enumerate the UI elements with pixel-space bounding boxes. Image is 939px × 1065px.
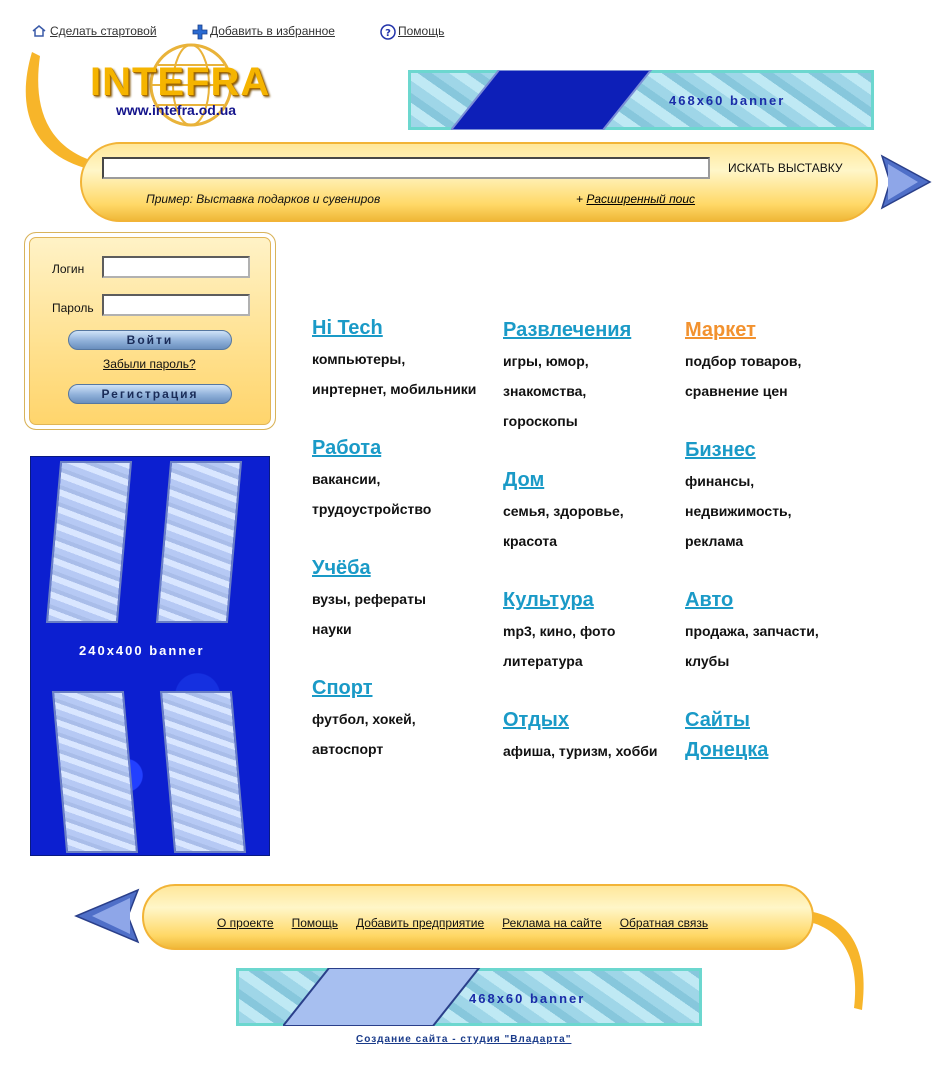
search-input[interactable] <box>102 157 710 179</box>
forgot-password-link[interactable]: Забыли пароль? <box>103 357 196 371</box>
category-avto <box>685 588 819 676</box>
banner-parallelogram <box>283 968 483 1026</box>
swoosh-bottom-decoration <box>800 880 880 1020</box>
credit-link[interactable]: Создание сайта - студия "Владарта" <box>356 1034 572 1045</box>
arrow-right-icon[interactable] <box>878 152 934 212</box>
category-title[interactable]: Маркет <box>685 319 756 341</box>
category-title[interactable]: Работа <box>312 437 382 459</box>
help-label: Помощь <box>398 24 445 38</box>
login-label: Логин <box>52 262 85 276</box>
footer-link-add-company[interactable]: Добавить предприятие <box>355 916 485 930</box>
category-text: автоспорт <box>312 741 384 757</box>
login-field[interactable] <box>102 256 250 278</box>
login-button[interactable]: Войти <box>68 330 232 350</box>
category-text: футбол, хокей, <box>312 711 416 727</box>
category-text: клубы <box>685 653 730 669</box>
make-home-link[interactable] <box>32 24 157 38</box>
category-text: семья, здоровье, <box>503 503 624 519</box>
category-text: подбор товаров, <box>685 353 802 369</box>
password-label: Пароль <box>52 301 94 315</box>
category-text: афиша, туризм, хобби <box>503 743 658 759</box>
category-text: финансы, <box>685 473 755 489</box>
category-title-line1[interactable]: Сайты <box>685 709 750 731</box>
category-text: гороскопы <box>503 413 578 429</box>
category-hi-tech <box>312 316 476 404</box>
category-text: сравнение цен <box>685 383 788 399</box>
password-field[interactable] <box>102 294 250 316</box>
top-banner-label: 468x60 banner <box>669 93 786 108</box>
category-title[interactable]: Культура <box>503 589 594 611</box>
category-saity-donetska <box>685 708 768 762</box>
logo-brand: INTEFRA <box>90 60 271 104</box>
category-kultura <box>503 588 615 676</box>
category-title[interactable]: Авто <box>685 589 734 611</box>
category-text: реклама <box>685 533 744 549</box>
category-text: вакансии, <box>312 471 381 487</box>
side-banner[interactable] <box>30 456 270 856</box>
category-text: mp3, кино, фото <box>503 623 616 639</box>
category-dom <box>503 468 624 556</box>
category-text: инртернет, мобильники <box>312 381 477 397</box>
banner-slab <box>156 461 242 623</box>
category-text: литература <box>503 653 583 669</box>
advanced-search <box>576 192 695 206</box>
bottom-banner-label: 468x60 banner <box>469 991 586 1006</box>
search-exhibition-button[interactable]: ИСКАТЬ ВЫСТАВКУ <box>728 161 843 175</box>
category-title[interactable]: Отдых <box>503 709 569 731</box>
category-title[interactable]: Развлечения <box>503 319 632 341</box>
category-razvlecheniya <box>503 318 631 436</box>
add-favorites-label: Добавить в избранное <box>210 24 335 38</box>
add-favorites-link[interactable] <box>192 24 335 38</box>
side-banner-label: 240x400 banner <box>79 643 205 658</box>
category-title[interactable]: Бизнес <box>685 439 756 461</box>
category-text: игры, юмор, <box>503 353 589 369</box>
category-market <box>685 318 801 406</box>
category-biznes <box>685 438 792 556</box>
category-ucheba <box>312 556 426 644</box>
register-button[interactable]: Регистрация <box>68 384 232 404</box>
category-text: трудоустройство <box>312 501 432 517</box>
category-text: вузы, рефераты <box>312 591 426 607</box>
make-home-label: Сделать стартовой <box>50 24 157 38</box>
category-sport <box>312 676 416 764</box>
category-text: знакомства, <box>503 383 587 399</box>
category-title[interactable]: Дом <box>503 469 545 491</box>
footer-link-feedback[interactable]: Обратная связь <box>619 916 709 930</box>
search-example-hint: Пример: Выставка подарков и сувениров <box>146 192 381 206</box>
top-banner[interactable] <box>408 70 874 130</box>
category-text: красота <box>503 533 557 549</box>
bottom-banner[interactable] <box>236 968 702 1026</box>
category-text: недвижимость, <box>685 503 792 519</box>
logo[interactable] <box>86 40 286 130</box>
banner-slab <box>160 691 246 853</box>
category-title[interactable]: Учёба <box>312 557 371 579</box>
category-title-line2[interactable]: Донецка <box>685 739 769 761</box>
banner-slab <box>52 691 138 853</box>
category-title[interactable]: Hi Tech <box>312 317 383 339</box>
svg-text:?: ? <box>385 28 391 39</box>
help-link[interactable] <box>380 24 444 38</box>
category-text: компьютеры, <box>312 351 406 367</box>
footer-link-help[interactable]: Помощь <box>291 916 338 930</box>
footer-link-about[interactable]: О проекте <box>217 916 274 930</box>
footer-nav <box>217 916 708 930</box>
help-icon <box>380 24 394 38</box>
arrow-left-icon[interactable] <box>72 886 142 948</box>
category-text: продажа, запчасти, <box>685 623 819 639</box>
search-bar-container <box>80 142 878 222</box>
plus-icon <box>192 24 206 38</box>
category-text: науки <box>312 621 352 637</box>
logo-url: www.intefra.od.ua <box>116 102 237 118</box>
category-title[interactable]: Спорт <box>312 677 373 699</box>
advanced-search-link[interactable]: Расширенный поис <box>586 192 696 206</box>
banner-slab <box>46 461 132 623</box>
home-icon <box>32 24 46 38</box>
advanced-search-prefix: + <box>576 192 584 206</box>
footer-link-advertising[interactable]: Реклама на сайте <box>502 916 602 930</box>
category-otdyh <box>503 708 657 766</box>
banner-parallelogram <box>451 70 661 130</box>
category-rabota <box>312 436 431 524</box>
